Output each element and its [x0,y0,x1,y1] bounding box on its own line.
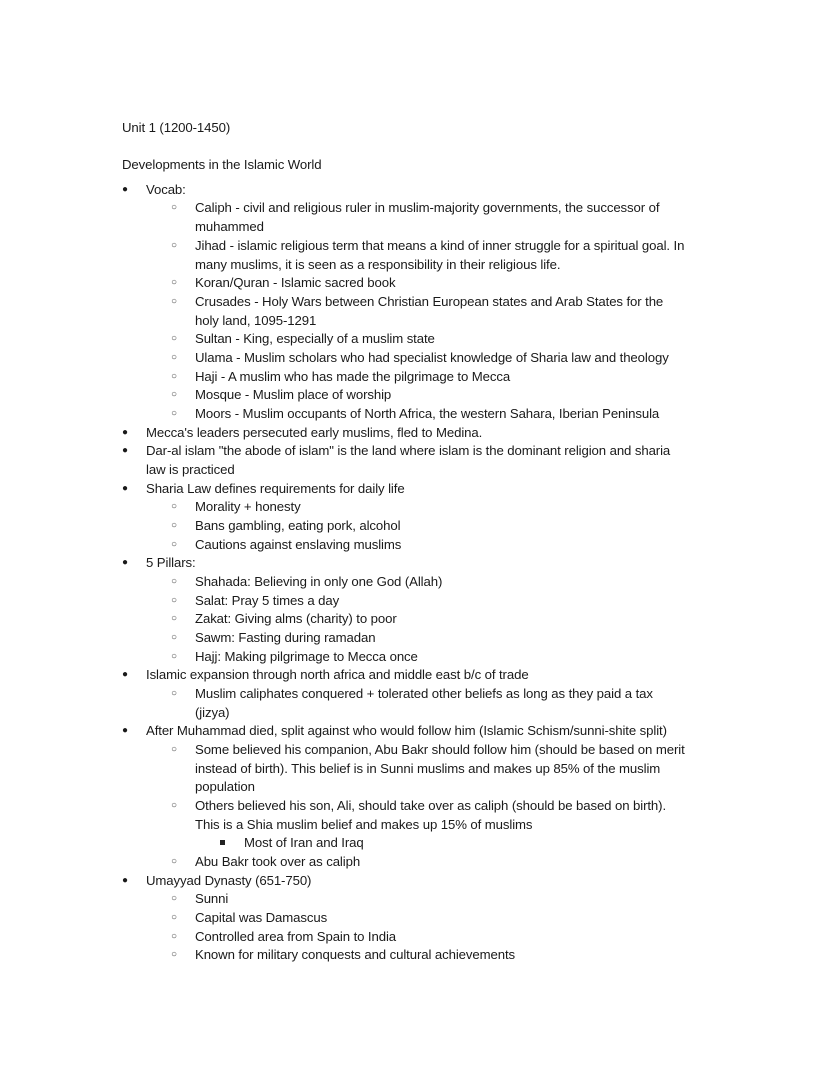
list-item-expansion: Islamic expansion through north africa and middle east b/c of trade [146,667,529,682]
list-item-known-for: Known for military conquests and cultural achievements [195,947,516,962]
list-item-abu-bakr: Abu Bakr took over as caliph [195,854,361,869]
hollow-bullet-icon: ○ [171,893,178,904]
list-item-shia-cont: This is a Shia muslim belief and makes up 15% of muslims [195,817,533,832]
section-heading: Developments in the Islamic World [122,157,322,172]
hollow-bullet-icon: ○ [171,520,178,531]
list-item-jihad-cont: many muslims, it is seen as a responsibility in their religious life. [195,257,561,272]
list-item-damascus: Capital was Damascus [195,910,328,925]
list-item-schism: After Muhammad died, split against who would follow him (Islamic Schism/sunni-shite split) [146,723,667,738]
hollow-bullet-icon: ○ [171,856,178,867]
list-item-pillars: 5 Pillars: [146,555,196,570]
hollow-bullet-icon: ○ [171,202,178,213]
hollow-bullet-icon: ○ [171,352,178,363]
bullet-icon: ● [122,557,129,568]
document-title: Unit 1 (1200-1450) [122,120,231,135]
square-bullet-icon [220,833,225,852]
hollow-bullet-icon: ○ [171,576,178,587]
bullet-icon: ● [122,875,129,886]
list-item-koran: Koran/Quran - Islamic sacred book [195,275,396,290]
list-item-umayyad-sunni: Sunni [195,891,229,906]
list-item-caliphates-cont: (jizya) [195,705,230,720]
list-item-sultan: Sultan - King, especially of a muslim state [195,331,435,346]
list-item-dar-al-islam: Dar-al islam "the abode of islam" is the land where islam is the dominant religion and sharia [146,443,671,458]
list-item-mecca: Mecca's leaders persecuted early muslims, fled to Medina. [146,425,483,440]
hollow-bullet-icon: ○ [171,408,178,419]
hollow-bullet-icon: ○ [171,539,178,550]
hollow-bullet-icon: ○ [171,800,178,811]
list-item-caliph: Caliph - civil and religious ruler in muslim-majority governments, the successor of [195,200,660,215]
bullet-icon: ● [122,427,129,438]
hollow-bullet-icon: ○ [171,931,178,942]
list-item-ulama: Ulama - Muslim scholars who had specialist knowledge of Sharia law and theology [195,350,669,365]
list-item-sawm: Sawm: Fasting during ramadan [195,630,376,645]
list-item-shia: Others believed his son, Ali, should take over as caliph (should be based on birth). [195,798,667,813]
hollow-bullet-icon: ○ [171,912,178,923]
hollow-bullet-icon: ○ [171,389,178,400]
list-item-umayyad: Umayyad Dynasty (651-750) [146,873,312,888]
list-item-salat: Salat: Pray 5 times a day [195,593,340,608]
list-item-caliph-cont: muhammed [195,219,264,234]
bullet-icon: ● [122,445,129,456]
bullet-icon: ● [122,483,129,494]
list-item-vocab: Vocab: [146,182,186,197]
hollow-bullet-icon: ○ [171,688,178,699]
hollow-bullet-icon: ○ [171,632,178,643]
list-item-sunni: Some believed his companion, Abu Bakr should follow him (should be based on merit [195,742,685,757]
list-item-morality: Morality + honesty [195,499,301,514]
list-item-sharia: Sharia Law defines requirements for daily life [146,481,405,496]
list-item-mosque: Mosque - Muslim place of worship [195,387,392,402]
hollow-bullet-icon: ○ [171,371,178,382]
list-item-hajj: Hajj: Making pilgrimage to Mecca once [195,649,418,664]
list-item-iran-iraq: Most of Iran and Iraq [244,835,364,850]
hollow-bullet-icon: ○ [171,613,178,624]
list-item-crusades: Crusades - Holy Wars between Christian European states and Arab States for the [195,294,664,309]
list-item-bans: Bans gambling, eating pork, alcohol [195,518,401,533]
list-item-cautions: Cautions against enslaving muslims [195,537,402,552]
list-item-haji: Haji - A muslim who has made the pilgrimage to Mecca [195,369,511,384]
list-item-sunni-cont: instead of birth). This belief is in Sunni muslims and makes up 85% of the muslim [195,761,661,776]
list-item-sunni-cont: population [195,779,255,794]
list-item-spain-india: Controlled area from Spain to India [195,929,397,944]
hollow-bullet-icon: ○ [171,296,178,307]
hollow-bullet-icon: ○ [171,651,178,662]
bullet-icon: ● [122,669,129,680]
list-item-moors: Moors - Muslim occupants of North Africa, the western Sahara, Iberian Peninsula [195,406,660,421]
hollow-bullet-icon: ○ [171,277,178,288]
list-item-dar-al-islam-cont: law is practiced [146,462,235,477]
hollow-bullet-icon: ○ [171,240,178,251]
bullet-icon: ● [122,725,129,736]
list-item-jihad: Jihad - islamic religious term that means a kind of inner struggle for a spiritual goal. In [195,238,685,253]
list-item-caliphates: Muslim caliphates conquered + tolerated other beliefs as long as they paid a tax [195,686,653,701]
hollow-bullet-icon: ○ [171,949,178,960]
hollow-bullet-icon: ○ [171,744,178,755]
hollow-bullet-icon: ○ [171,501,178,512]
list-item-zakat: Zakat: Giving alms (charity) to poor [195,611,397,626]
list-item-shahada: Shahada: Believing in only one God (Allah) [195,574,443,589]
hollow-bullet-icon: ○ [171,595,178,606]
list-item-crusades-cont: holy land, 1095-1291 [195,313,317,328]
hollow-bullet-icon: ○ [171,333,178,344]
bullet-icon: ● [122,184,129,195]
